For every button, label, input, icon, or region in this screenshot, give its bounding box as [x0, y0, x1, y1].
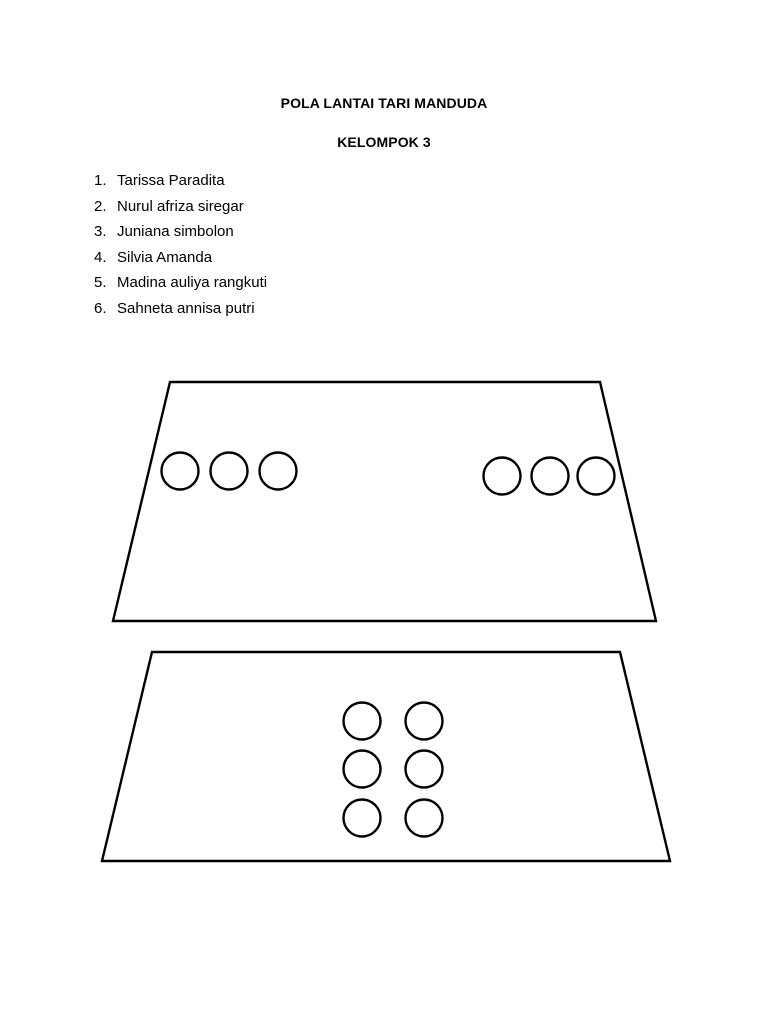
dancer-circle [344, 703, 381, 740]
dancer-circle [344, 800, 381, 837]
dancer-circle [406, 703, 443, 740]
dancer-circle [344, 751, 381, 788]
dancer-circle [406, 751, 443, 788]
member-number: 6. [94, 299, 107, 317]
member-name: Tarissa Paradita [117, 172, 225, 189]
dancer-circle [406, 800, 443, 837]
stage-trapezoid [102, 652, 670, 861]
group-title: KELOMPOK 3 [337, 134, 431, 150]
dancer-circle [484, 458, 521, 495]
dancer-circle [260, 453, 297, 490]
dancer-circle [578, 458, 615, 495]
dancer-circle [211, 453, 248, 490]
member-name: Juniana simbolon [117, 223, 234, 240]
stage-trapezoid [113, 382, 656, 621]
member-number: 3. [94, 223, 107, 240]
member-number: 1. [94, 172, 107, 189]
floor-pattern-2 [102, 652, 670, 861]
member-number: 4. [94, 248, 107, 266]
member-number: 2. [94, 197, 107, 215]
dancer-circle [532, 458, 569, 495]
member-name: Sahneta annisa putri [117, 299, 255, 317]
document-title: POLA LANTAI TARI MANDUDA [280, 95, 488, 111]
member-number: 5. [94, 274, 107, 291]
floor-pattern-1 [113, 382, 656, 621]
member-name: Silvia Amanda [117, 248, 213, 266]
member-name: Nurul afriza siregar [117, 197, 244, 215]
member-name: Madina auliya rangkuti [117, 274, 268, 291]
dancer-circle [162, 453, 199, 490]
